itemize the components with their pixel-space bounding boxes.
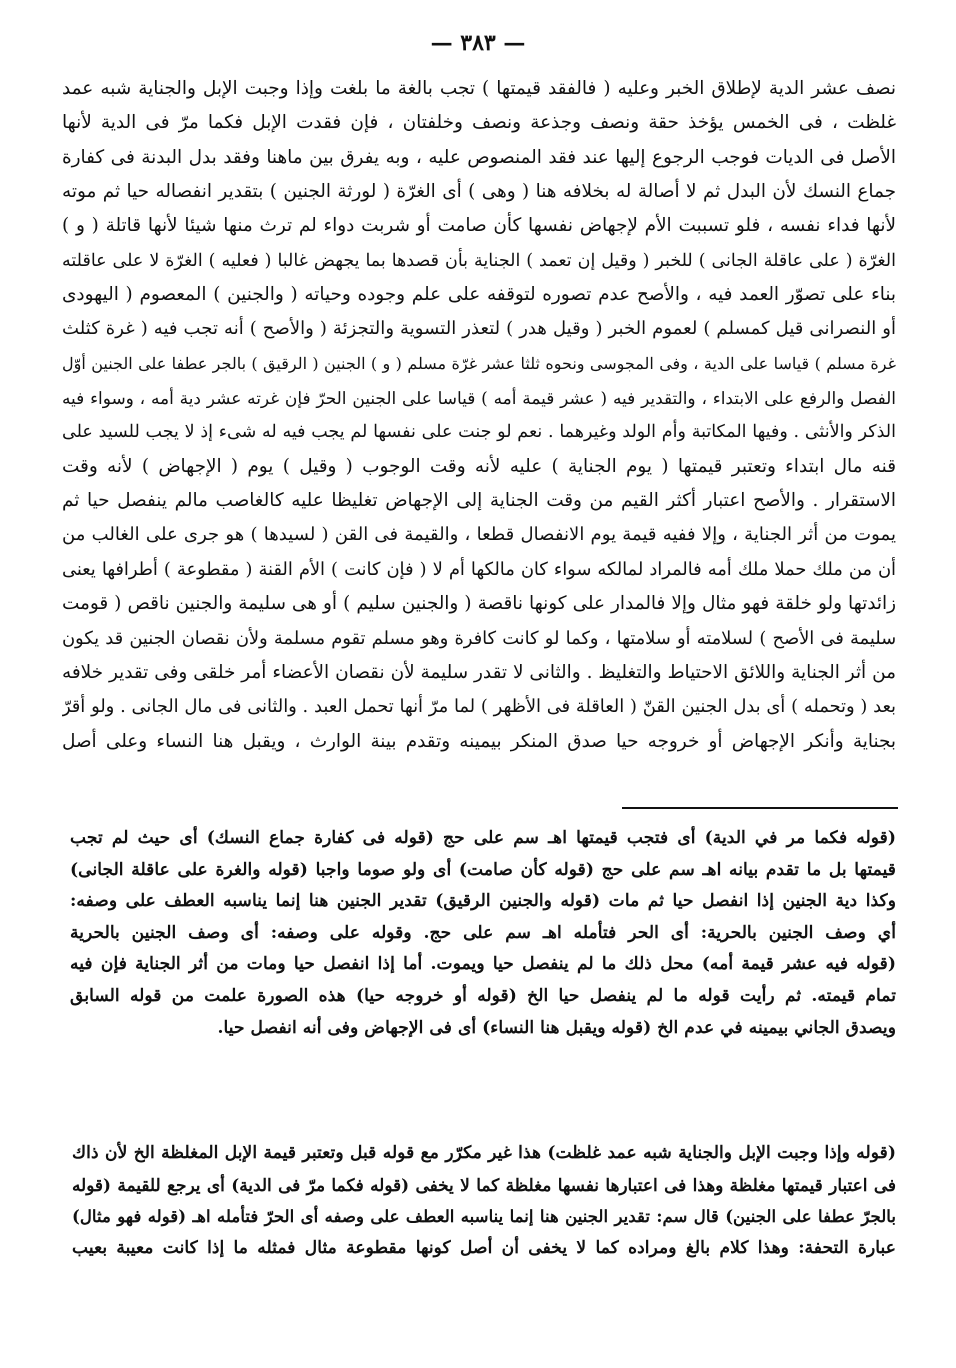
main-text-line: الفصل والرفع على الابتداء ، والتقدير فيه ( عشر قيمة أمه ) قياسا على الجنين الحرّ فإن غرته عشر دية أمه ، وسواء فيه: [62, 388, 896, 409]
footnote-block-2: [72, 1138, 896, 1264]
main-text-line: بناء على تصوّر العمد فيه ، والأصح عدم تصوره لتوقفه على علم وجوده وحياته ( والجنين ) المعصوم ( اليهودى: [62, 284, 896, 306]
footnote-line: أي وصف الجنين بالحرية: أى الحر فتأمله اهـ سم على حج. وقوله على وصفه: أى وصف الجنين بالحرية: [70, 922, 896, 943]
main-text-line: جماع النسك لأن البدل ثم لا أصالة له بخلافه هنا ( وهى ) أى الغرّة ( لورثة الجنين ) بتقدير انفصاله حيا ثم موته: [62, 181, 896, 203]
main-text-line: قنه مال ابتداء وتعتبر قيمتها ( يوم الجناية ) عليه لأنه وقت الوجوب ( وقيل ) يوم ( الإجهاض ) لأنه وقت: [62, 455, 896, 477]
page-number: — ٣٨٣ —: [430, 30, 526, 56]
main-text-line: الأصل فى الديات فوجب الرجوع إليها عند فقد المنصوص عليه ، وبه يفرق بين ماهنا وفقد بدل البدنة فى كفارة: [62, 146, 896, 168]
footnote-line: بالجرّ عطفا على الجنين) قال سم: تقدير الجنين هنا إنما يناسبه العطف على وصفه أى الحرّ فتأمله اهـ (قوله فهو مثال): [72, 1206, 896, 1226]
main-text-line: غلظت ، فى الخمس يؤخذ حقة ونصف وجذعة ونصف وخلفتان ، فإن فقدت الإبل فكما مرّ فى الدية لأنها: [62, 112, 896, 134]
footnote-line: ويصدق الجاني بيمينه في عدم الخ (قوله ويقبل هنا النساء) أى فى الإجهاض وفى أنه انفصل حيا.: [217, 1017, 896, 1038]
main-text-line: نصف عشر الدية لإطلاق الخبر وعليه ( فالفقد قيمتها ) تجب بالغة ما بلغت وإذا وجبت الإبل والجناية شبه عمد: [62, 78, 896, 99]
main-text-line: الاستقرار . والأصح اعتبار أكثر القيم من وقت الجناية إلى الإجهاض تغليظا عليه كالغاصب مالم ينفصل حيا ثم: [62, 490, 896, 512]
footnote-block-1: [70, 823, 896, 1044]
main-text-line: زائدتها ولو خلقة فهو مثال وإلا فالمدار على كونها ناقصة ( والجنين سليم ) أو هى سليمة والجنين ناقص ( قومت: [62, 593, 896, 615]
footnote-line: عبارة التحفة: وهذا كلام بالغ ومراده كما لا يخفى أن أصل كونها مقطوعة مثال فمثله ما إذا كانت معيبة بعيب: [72, 1237, 896, 1258]
main-text-line: غرة مسلم ) قياسا على الدية ، وفى المجوسى ونحوه ثلثا عشر غرّة مسلم ( و ) الجنين ( الرقيق ) بالجر عطفا على الجنين أوّل: [62, 353, 896, 373]
main-text-line: الغرّة ( على عاقلة الجانى ) للخبر ( وقيل إن تعمد ) الجناية بأن قصدها بما يجهض غالبا ( فعليه ) الغرّة لا على عاقلته: [62, 250, 896, 271]
main-text-line: سليمة فى الأصح ) لسلامته أو سلامتها ، وكما لو كانت كافرة وهو مسلم تقوم مسلمة ولأن نقصان الجنين قد يكون: [62, 627, 896, 649]
main-text-line: من أثر الجناية واللائق الاحتياط والتغليظ . والثانى لا تقدر سليمة لأن نقصان الأعضاء أمر خلقى وفى تقدير خلافه: [62, 661, 896, 683]
main-text-line: لأنها فداء نفسه ، فلو تسببت الأم لإجهاض نفسها كأن صامت أو شربت دواء لم ترث منها شيئا لأنها قاتلة ( و ): [62, 215, 896, 237]
footnote-line: (قوله فيه عشر قيمة أمه) محل ذلك ما لم ينفصل حيا ويموت. أما إذا انفصل حيا ومات من أثر الجناية فإن فيه: [70, 954, 896, 975]
footnote-line: تمام قيمته. ثم رأيت قوله ما لم ينفصل حيا الخ (قوله أو خروجه حيا) هذه الصورة علمت من قوله السابق: [70, 985, 896, 1006]
footnote-line: (قوله وإذا وجبت الإبل والجناية شبه عمد غلظت) هذا غير مكرّر مع قوله قبل وتعتبر قيمة الإبل المغلظة الخ لأن ذاك: [72, 1143, 896, 1163]
main-text-line: أو النصرانى قيل كمسلم ) لعموم الخبر ( وقيل هدر ) لتعذر التسوية والتجزئة ( والأصح ) أنه تجب فيه ( غرة كثلث: [62, 318, 896, 340]
main-text-line: بعد ( وتحمله ) أى بدل الجنين القنّ ( العاقلة فى الأظهر ) لما مرّ أنها تحمل العبد . والثانى فى مال الجانى . ولو أقرّ: [62, 696, 896, 718]
footnote-line: (قوله فكما مر في الدية) أى فتجب قيمتها اهـ سم على حج (قوله فى كفارة جماع النسك) أى حيث لم تجب: [70, 828, 896, 848]
main-text: [62, 72, 896, 759]
footnote-line: وكذا دية الجنين إذا انفصل حيا ثم مات (قوله والجنين الرقيق) تقدير الجنين هنا إنما يناسبه العطف على وصفه:: [70, 891, 896, 912]
main-text-line: بجناية وأنكر الإجهاض أو خروجه حيا صدق المنكر بيمينه وتقدم بينة الوارث ، ويقبل هنا النساء وعلى أصل: [62, 730, 896, 752]
main-text-line: أن من ملك حملا ملك أمه فالمراد لمالكه سواء كان مالكها أم لا ( فإن كانت ) الأم القنة ( مقطوعة ) أطرافها يعنى: [62, 558, 896, 580]
footnote-line: فى اعتبار قيمتها مغلظة وهذا فى اعتبارها نفسها مغلظة كما لا يخفى (قوله فكما مرّ فى الدية) أى يرجع للقيمة (قوله: [72, 1174, 896, 1195]
footnote-separator: [622, 807, 898, 809]
footnote-line: قيمتها بل ما تقدم بيانه اهـ سم على حج (قوله كأن صامت) أى ولو صوما واجبا (قوله والغرة على عاقلة الجانى): [70, 859, 896, 880]
main-text-line: الذكر والأنثى . وفيها المكاتبة وأم الولد وغيرهما . نعم لو جنت على نفسها لم يجب فيه له شىء إذ لا يجب للسيد على: [62, 422, 896, 443]
main-text-line: يموت من أثر الجناية ، وإلا ففيه قيمة يوم الانفصال قطعا ، والقيمة فى القن ( لسيدها ) هو جرى على الغالب من: [62, 524, 896, 546]
